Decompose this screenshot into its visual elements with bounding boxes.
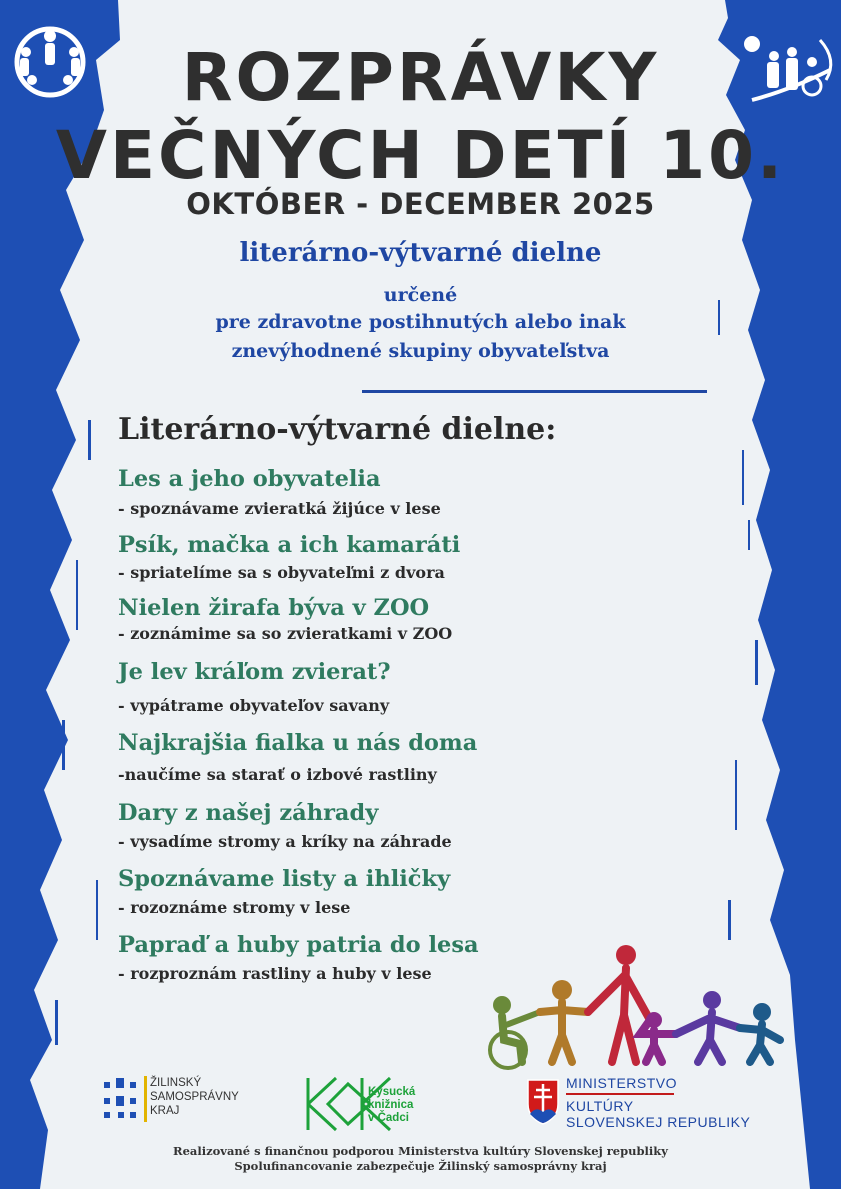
workshop-desc: - spriatelíme sa s obyvateľmi z dvora [118, 563, 445, 582]
slovak-coat-of-arms-icon [528, 1080, 558, 1124]
mk-logo-line-1: MINISTERSTVO [566, 1075, 678, 1091]
intro-line-3: znevýhodnené skupiny obyvateľstva [231, 340, 610, 362]
workshop-desc: - vysadíme stromy a kríky na záhrade [118, 832, 452, 851]
workshop-title: Papraď a huby patria do lesa [118, 932, 479, 958]
title-line-2: VEČNÝCH DETÍ 10. [55, 117, 786, 194]
workshop-title: Psík, mačka a ich kamaráti [118, 532, 461, 558]
footer-line-1: Realizované s finančnou podporou Ministerstva kultúry Slovenskej republiky [173, 1144, 668, 1158]
workshop-desc: - rozproznám rastliny a huby v lese [118, 964, 432, 983]
workshop-title: Je lev kráľom zvierat? [118, 659, 391, 685]
workshop-desc: - vypátrame obyvateľov savany [118, 696, 390, 715]
mk-logo-rule [566, 1093, 674, 1095]
workshop-title: Dary z našej záhrady [118, 800, 379, 826]
intro-line-1: určené [383, 284, 458, 306]
kkc-line-3: v Čadci [368, 1112, 409, 1124]
workshop-desc: - rozoznáme stromy v lese [118, 898, 351, 917]
workshop-desc: -naučíme sa starať o izbové rastliny [118, 765, 437, 784]
kkc-logo-text [368, 1086, 415, 1125]
workshop-title: Les a jeho obyvatelia [118, 466, 381, 492]
footer-line-2: Spolufinancovanie zabezpečuje Žilinský samosprávny kraj [234, 1159, 607, 1173]
mk-logo-line-2: KULTÚRY [566, 1098, 634, 1114]
divider [362, 390, 707, 393]
workshop-desc: - spoznávame zvieratká žijúce v lese [118, 499, 441, 518]
kkc-line-2: knižnica [368, 1099, 414, 1111]
subtitle: literárno-výtvarné dielne [239, 238, 602, 268]
zsk-line-3: KRAJ [150, 1105, 180, 1117]
title-line-1: ROZPRÁVKY [181, 39, 660, 116]
kkc-line-1: Kysucká [368, 1086, 416, 1098]
workshop-title: Spoznávame listy a ihličky [118, 866, 451, 892]
mk-logo-line-3: SLOVENSKEJ REPUBLIKY [566, 1114, 751, 1130]
workshop-title: Nielen žirafa býva v ZOO [118, 595, 430, 621]
zsk-line-1: ŽILINSKÝ [150, 1077, 202, 1089]
workshops-heading: Literárno-výtvarné dielne: [118, 412, 557, 447]
workshop-desc: - zoznámime sa so zvieratkami v ZOO [118, 624, 453, 643]
dates: OKTÓBER - DECEMBER 2025 [186, 187, 655, 221]
intro-line-2: pre zdravotne postihnutých alebo inak [215, 311, 626, 333]
workshop-title: Najkrajšia fialka u nás doma [118, 730, 478, 756]
zsk-line-2: SAMOSPRÁVNY [150, 1091, 239, 1103]
zsk-logo-text [150, 1076, 239, 1118]
